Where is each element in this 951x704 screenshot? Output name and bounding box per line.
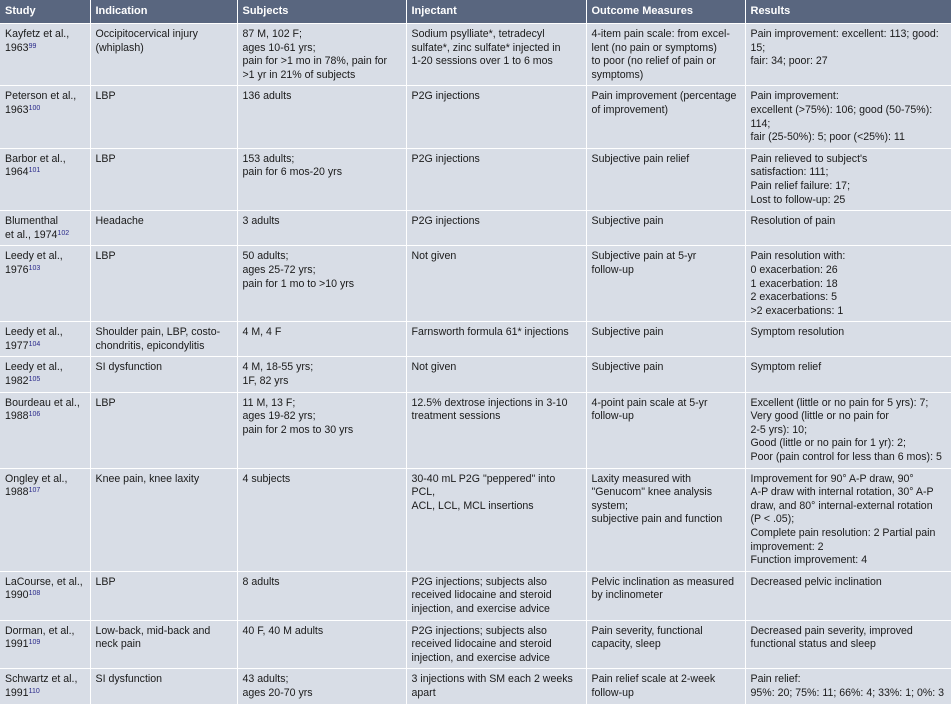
- cell-results: [745, 392, 951, 468]
- cell-results-text: Excellent (little or no pain for 5 yrs): 7; Very good (little or no pain for 2-5 yrs): 10; Good (little or no pain for 1 yr): 2; Poor (pain control for less than 6 mos): 5: [750, 396, 942, 464]
- cell-indication-text: Low-back, mid-back and neck pain: [95, 624, 211, 651]
- cell-outcome-text: Subjective pain: [591, 326, 664, 339]
- cell-outcome: [586, 211, 745, 246]
- cell-results-text: Decreased pain severity, improved functional status and sleep: [750, 624, 913, 651]
- cell-indication: [90, 322, 237, 357]
- cell-subjects: [237, 468, 406, 571]
- cell-subjects-text: 11 M, 13 F; ages 19-82 yrs; pain for 2 mos to 30 yrs: [242, 396, 354, 436]
- cell-injectant-text: P2G injections; subjects also received lidocaine and steroid injection, and exercise advice: [411, 624, 552, 664]
- cell-results-text: Pain relief: 95%: 20; 75%: 11; 66%: 4; 33%: 1; 0%: 3: [750, 673, 945, 699]
- cell-subjects-text: 43 adults; ages 20-70 yrs: [242, 673, 313, 699]
- cell-injectant-text: P2G injections: [411, 90, 480, 103]
- cell-injectant-text: P2G injections: [411, 152, 480, 165]
- cell-injectant: [406, 392, 586, 468]
- cell-indication-text: LBP: [95, 90, 116, 103]
- cell-results: [745, 357, 951, 392]
- table-row: [0, 357, 951, 392]
- cell-outcome: [586, 571, 745, 620]
- cell-indication-text: LBP: [95, 575, 116, 588]
- cell-indication: [90, 357, 237, 392]
- header-outcome-measures: Outcome Measures: [586, 0, 745, 24]
- cell-subjects-text: 50 adults; ages 25-72 yrs; pain for 1 mo to >10 yrs: [242, 250, 355, 290]
- cell-subjects-text: 8 adults: [242, 575, 280, 588]
- cell-study: [0, 322, 90, 357]
- cell-injectant: [406, 669, 586, 704]
- cell-study-text: Leedy et al., 1982: [5, 361, 63, 388]
- table-row: [0, 322, 951, 357]
- cell-injectant-text: P2G injections: [411, 215, 480, 228]
- cell-injectant: [406, 468, 586, 571]
- cell-outcome: [586, 357, 745, 392]
- cell-outcome-text: Pain severity, functional capacity, sleep: [591, 624, 703, 651]
- cell-results: [745, 86, 951, 148]
- cell-results-text: Pain improvement: excellent: 113; good: 15; fair: 34; poor: 27: [750, 28, 939, 68]
- cell-results-text: Pain improvement: excellent (>75%): 106; good (50-75%): 114; fair (25-50%): 5; poor (<25%): 11: [750, 90, 933, 144]
- cell-study-text: Bourdeau et al., 1988: [5, 396, 80, 423]
- cell-subjects: [237, 620, 406, 669]
- cell-subjects-text: 136 adults: [242, 90, 292, 103]
- cell-results: [745, 468, 951, 571]
- header-subjects: Subjects: [237, 0, 406, 24]
- cell-results: [745, 620, 951, 669]
- cell-injectant-text: Not given: [411, 250, 457, 263]
- cell-study: [0, 468, 90, 571]
- cell-indication: [90, 86, 237, 148]
- cell-outcome: [586, 24, 745, 86]
- cell-subjects-text: 4 M, 4 F: [242, 326, 282, 339]
- cell-subjects-text: 4 M, 18-55 yrs; 1F, 82 yrs: [242, 361, 314, 388]
- cell-study: [0, 246, 90, 322]
- cell-outcome: [586, 392, 745, 468]
- cell-outcome-text: Subjective pain relief: [591, 152, 690, 165]
- table-row: [0, 24, 951, 86]
- reference-number: 108: [28, 590, 41, 598]
- cell-indication: [90, 468, 237, 571]
- cell-study-text: Barbor et al., 1964: [5, 152, 66, 179]
- cell-study: [0, 211, 90, 246]
- reference-number: 99: [28, 42, 37, 50]
- cell-outcome: [586, 246, 745, 322]
- cell-subjects-text: 3 adults: [242, 215, 280, 228]
- cell-subjects-text: 87 M, 102 F; ages 10-61 yrs; pain for >1 mo in 78%, pain for >1 yr in 21% of subjects: [242, 28, 388, 81]
- cell-indication: [90, 669, 237, 704]
- cell-study-text: Kayfetz et al., 1963: [5, 28, 70, 54]
- cell-injectant-text: P2G injections; subjects also received lidocaine and steroid injection, and exercise advice: [411, 575, 552, 615]
- cell-outcome: [586, 468, 745, 571]
- table-row: [0, 620, 951, 669]
- cell-outcome-text: 4-point pain scale at 5-yr follow-up: [591, 396, 708, 423]
- cell-subjects: [237, 669, 406, 704]
- reference-number: 104: [28, 340, 41, 348]
- cell-indication: [90, 392, 237, 468]
- cell-study-text: Schwartz et al., 1991: [5, 673, 78, 699]
- cell-study: [0, 357, 90, 392]
- cell-indication: [90, 620, 237, 669]
- cell-outcome-text: Subjective pain at 5-yr follow-up: [591, 250, 697, 276]
- cell-subjects: [237, 86, 406, 148]
- header-injectant: Injectant: [406, 0, 586, 24]
- cell-study-text: Ongley et al., 1988: [5, 472, 68, 499]
- cell-study: [0, 669, 90, 704]
- table-header: [0, 0, 951, 24]
- cell-study: [0, 24, 90, 86]
- cell-subjects: [237, 24, 406, 86]
- cell-study-text: Dorman, et al., 1991: [5, 624, 75, 651]
- reference-number: 102: [57, 229, 70, 237]
- cell-injectant: [406, 322, 586, 357]
- cell-indication-text: Shoulder pain, LBP, costo- chondritis, epicondylitis: [95, 326, 221, 352]
- cell-results: [745, 148, 951, 210]
- cell-injectant: [406, 357, 586, 392]
- reference-number: 109: [28, 639, 41, 647]
- table-body: [0, 24, 951, 704]
- cell-injectant: [406, 86, 586, 148]
- cell-study: [0, 148, 90, 210]
- cell-injectant-text: 30-40 mL P2G "peppered" into PCL, ACL, LCL, MCL insertions: [411, 472, 556, 512]
- cell-indication-text: LBP: [95, 152, 116, 165]
- cell-study: [0, 571, 90, 620]
- cell-indication: [90, 211, 237, 246]
- reference-number: 105: [28, 376, 41, 384]
- cell-results-text: Resolution of pain: [750, 215, 836, 228]
- table-row: [0, 148, 951, 210]
- cell-outcome-text: Subjective pain: [591, 361, 664, 374]
- cell-results: [745, 246, 951, 322]
- cell-results: [745, 669, 951, 704]
- cell-outcome: [586, 148, 745, 210]
- cell-indication-text: SI dysfunction: [95, 673, 163, 686]
- cell-study: [0, 620, 90, 669]
- cell-indication-text: Knee pain, knee laxity: [95, 472, 200, 485]
- cell-indication-text: Headache: [95, 215, 144, 228]
- cell-outcome-text: Laxity measured with "Genucom" knee analysis system; subjective pain and function: [591, 472, 723, 526]
- table-row: [0, 86, 951, 148]
- cell-subjects-text: 40 F, 40 M adults: [242, 624, 324, 637]
- cell-study: [0, 392, 90, 468]
- cell-injectant: [406, 148, 586, 210]
- cell-outcome: [586, 620, 745, 669]
- cell-subjects: [237, 211, 406, 246]
- reference-number: 106: [28, 411, 41, 419]
- cell-injectant-text: 12.5% dextrose injections in 3-10 treatment sessions: [411, 396, 568, 423]
- cell-results-text: Pain resolution with: 0 exacerbation: 26 1 exacerbation: 18 2 exacerbations: 5 >2 exacerbations: 1: [750, 250, 846, 317]
- cell-indication: [90, 148, 237, 210]
- table-row: [0, 211, 951, 246]
- cell-injectant: [406, 211, 586, 246]
- header-row: [0, 0, 951, 24]
- cell-indication: [90, 24, 237, 86]
- cell-outcome-text: Subjective pain: [591, 215, 664, 228]
- header-results: Results: [745, 0, 951, 24]
- cell-injectant: [406, 246, 586, 322]
- cell-study: [0, 86, 90, 148]
- header-study: Study: [0, 0, 90, 24]
- cell-study-text: Blumenthal et al., 1974: [5, 215, 58, 241]
- cell-injectant: [406, 620, 586, 669]
- cell-study-text: LaCourse, et al., 1990: [5, 575, 83, 602]
- cell-subjects: [237, 148, 406, 210]
- cell-injectant-text: 3 injections with SM each 2 weeks apart: [411, 673, 573, 699]
- table-row: [0, 571, 951, 620]
- cell-injectant-text: Not given: [411, 361, 457, 374]
- cell-results-text: Decreased pelvic inclination: [750, 575, 882, 588]
- reference-number: 100: [28, 104, 41, 112]
- cell-results-text: Symptom resolution: [750, 326, 845, 339]
- cell-indication-text: LBP: [95, 250, 116, 263]
- reference-number: 101: [28, 167, 41, 175]
- header-indication: Indication: [90, 0, 237, 24]
- cell-study-text: Leedy et al., 1976: [5, 250, 63, 276]
- table-row: [0, 468, 951, 571]
- cell-results: [745, 322, 951, 357]
- cell-indication: [90, 246, 237, 322]
- cell-subjects: [237, 357, 406, 392]
- cell-indication-text: LBP: [95, 396, 116, 409]
- cell-outcome-text: 4-item pain scale: from excel- lent (no pain or symptoms) to poor (no relief of pain or symptoms): [591, 28, 730, 81]
- cell-injectant: [406, 24, 586, 86]
- cell-results: [745, 24, 951, 86]
- cell-outcome-text: Pelvic inclination as measured by inclinometer: [591, 575, 734, 602]
- cell-subjects-text: 153 adults; pain for 6 mos-20 yrs: [242, 152, 343, 179]
- reference-number: 110: [28, 687, 40, 695]
- reference-number: 103: [28, 264, 41, 272]
- cell-outcome: [586, 86, 745, 148]
- cell-subjects: [237, 246, 406, 322]
- cell-results-text: Improvement for 90° A-P draw, 90° A-P draw with internal rotation, 30° A-P draw, and 80° internal-external rotation (P < .05); Complete pain resolution: 2 Partial pain improvement: 2 Function improvement: 4: [750, 472, 936, 567]
- cell-injectant: [406, 571, 586, 620]
- cell-outcome-text: Pain improvement (percentage of improvement): [591, 90, 737, 116]
- cell-results-text: Symptom relief: [750, 361, 822, 374]
- cell-outcome-text: Pain relief scale at 2-week follow-up: [591, 673, 716, 699]
- table-row: [0, 246, 951, 322]
- table-row: [0, 669, 951, 704]
- cell-injectant-text: Farnsworth formula 61* injections: [411, 326, 569, 339]
- reference-number: 107: [28, 487, 41, 495]
- cell-study-text: Peterson et al., 1963: [5, 90, 77, 116]
- cell-outcome: [586, 669, 745, 704]
- cell-indication: [90, 571, 237, 620]
- cell-injectant-text: Sodium psylliate*, tetradecyl sulfate*, zinc sulfate* injected in 1-20 sessions over 1 to 6 mos: [411, 28, 561, 68]
- cell-results: [745, 211, 951, 246]
- cell-subjects: [237, 392, 406, 468]
- cell-subjects: [237, 322, 406, 357]
- table-row: [0, 392, 951, 468]
- cell-indication-text: Occipitocervical injury (whiplash): [95, 28, 198, 54]
- cell-results: [745, 571, 951, 620]
- cell-subjects-text: 4 subjects: [242, 472, 291, 485]
- cell-subjects: [237, 571, 406, 620]
- cell-study-text: Leedy et al., 1977: [5, 326, 63, 352]
- cell-outcome: [586, 322, 745, 357]
- cell-indication-text: SI dysfunction: [95, 361, 163, 374]
- cell-results-text: Pain relieved to subject's satisfaction: 111; Pain relief failure: 17; Lost to follow-up: 25: [750, 152, 868, 206]
